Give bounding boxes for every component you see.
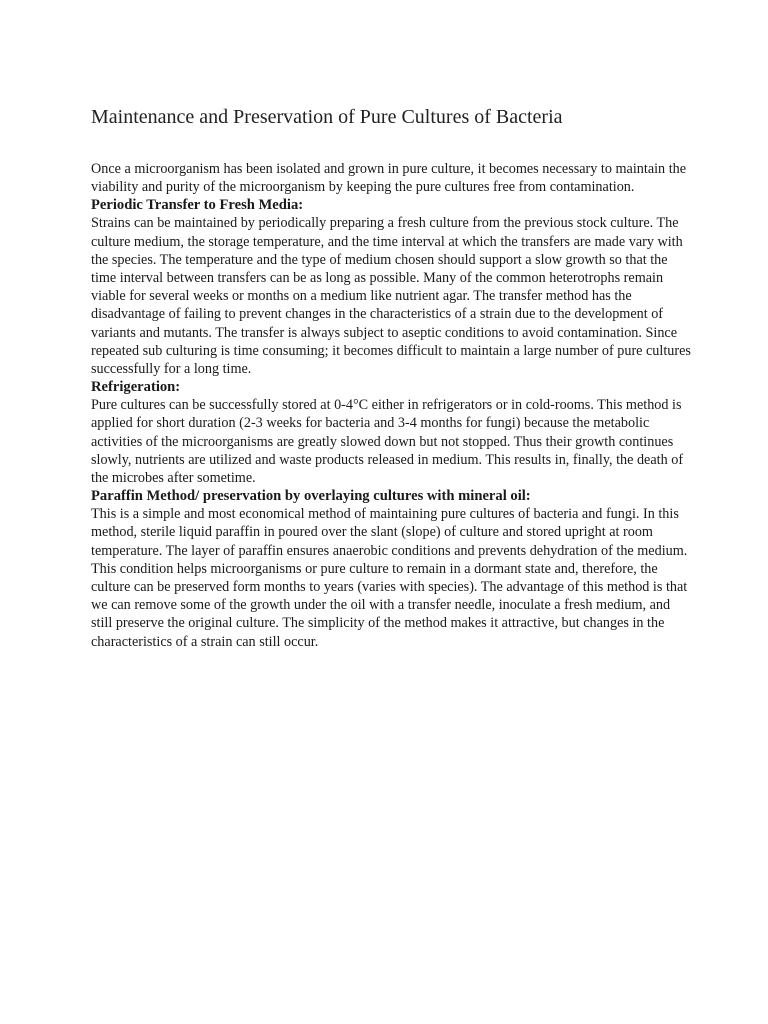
section-body-paraffin-method: This is a simple and most economical method of maintaining pure cultures of bacteria and fungi. In this method, sterile liquid paraffin in poured over the slant (slope) of culture and stored upright at room temperature. The layer of paraffin ensures anaerobic conditions and prevents dehydration of the medium. This condition helps microorganisms or pure culture to remain in a dormant state and, therefore, the culture can be preserved form months to years (varies with species). The advantage of this method is that we can remove some of the growth under the oil with a transfer needle, inoculate a fresh medium, and still preserve the original culture. The simplicity of the method makes it attractive, but changes in the characteristics of a strain can still occur.	[91, 506, 688, 650]
document-title: Maintenance and Preservation of Pure Cultures of Bacteria	[91, 106, 563, 128]
intro-paragraph: Once a microorganism has been isolated and grown in pure culture, it becomes necessary to maintain the viability and purity of the microorganism by keeping the pure cultures free from contamination.	[91, 161, 687, 196]
document-page	[91, 104, 691, 651]
section-body-refrigeration: Pure cultures can be successfully stored at 0-4°C either in refrigerators or in cold-rooms. This method is applied for short duration (2-3 weeks for bacteria and 3-4 months for fungi) because the metabolic activities of the microorganisms are greatly slowed down but not stopped. Thus their growth continues slowly, nutrients are utilized and waste products released in medium. This results in, finally, the death of the microbes after sometime.	[91, 397, 684, 487]
section-heading-refrigeration: Refrigeration:	[91, 379, 181, 396]
section-heading-paraffin-method: Paraffin Method/ preservation by overlaying cultures with mineral oil:	[91, 488, 531, 505]
section-body-periodic-transfer: Strains can be maintained by periodically preparing a fresh culture from the previous stock culture. The culture medium, the storage temperature, and the time interval at which the transfers are made vary with the species. The temperature and the type of medium chosen should support a slow growth so that the time interval between transfers can be as long as possible. Many of the common heterotrophs remain viable for several weeks or months on a medium like nutrient agar. The transfer method has the disadvantage of failing to prevent changes in the characteristics of a strain due to the development of variants and mutants. The transfer is always subject to aseptic conditions to avoid contamination. Since repeated sub culturing is time consuming; it becomes difficult to maintain a large number of pure cultures successfully for a long time.	[91, 215, 691, 378]
section-heading-periodic-transfer: Periodic Transfer to Fresh Media:	[91, 197, 304, 214]
